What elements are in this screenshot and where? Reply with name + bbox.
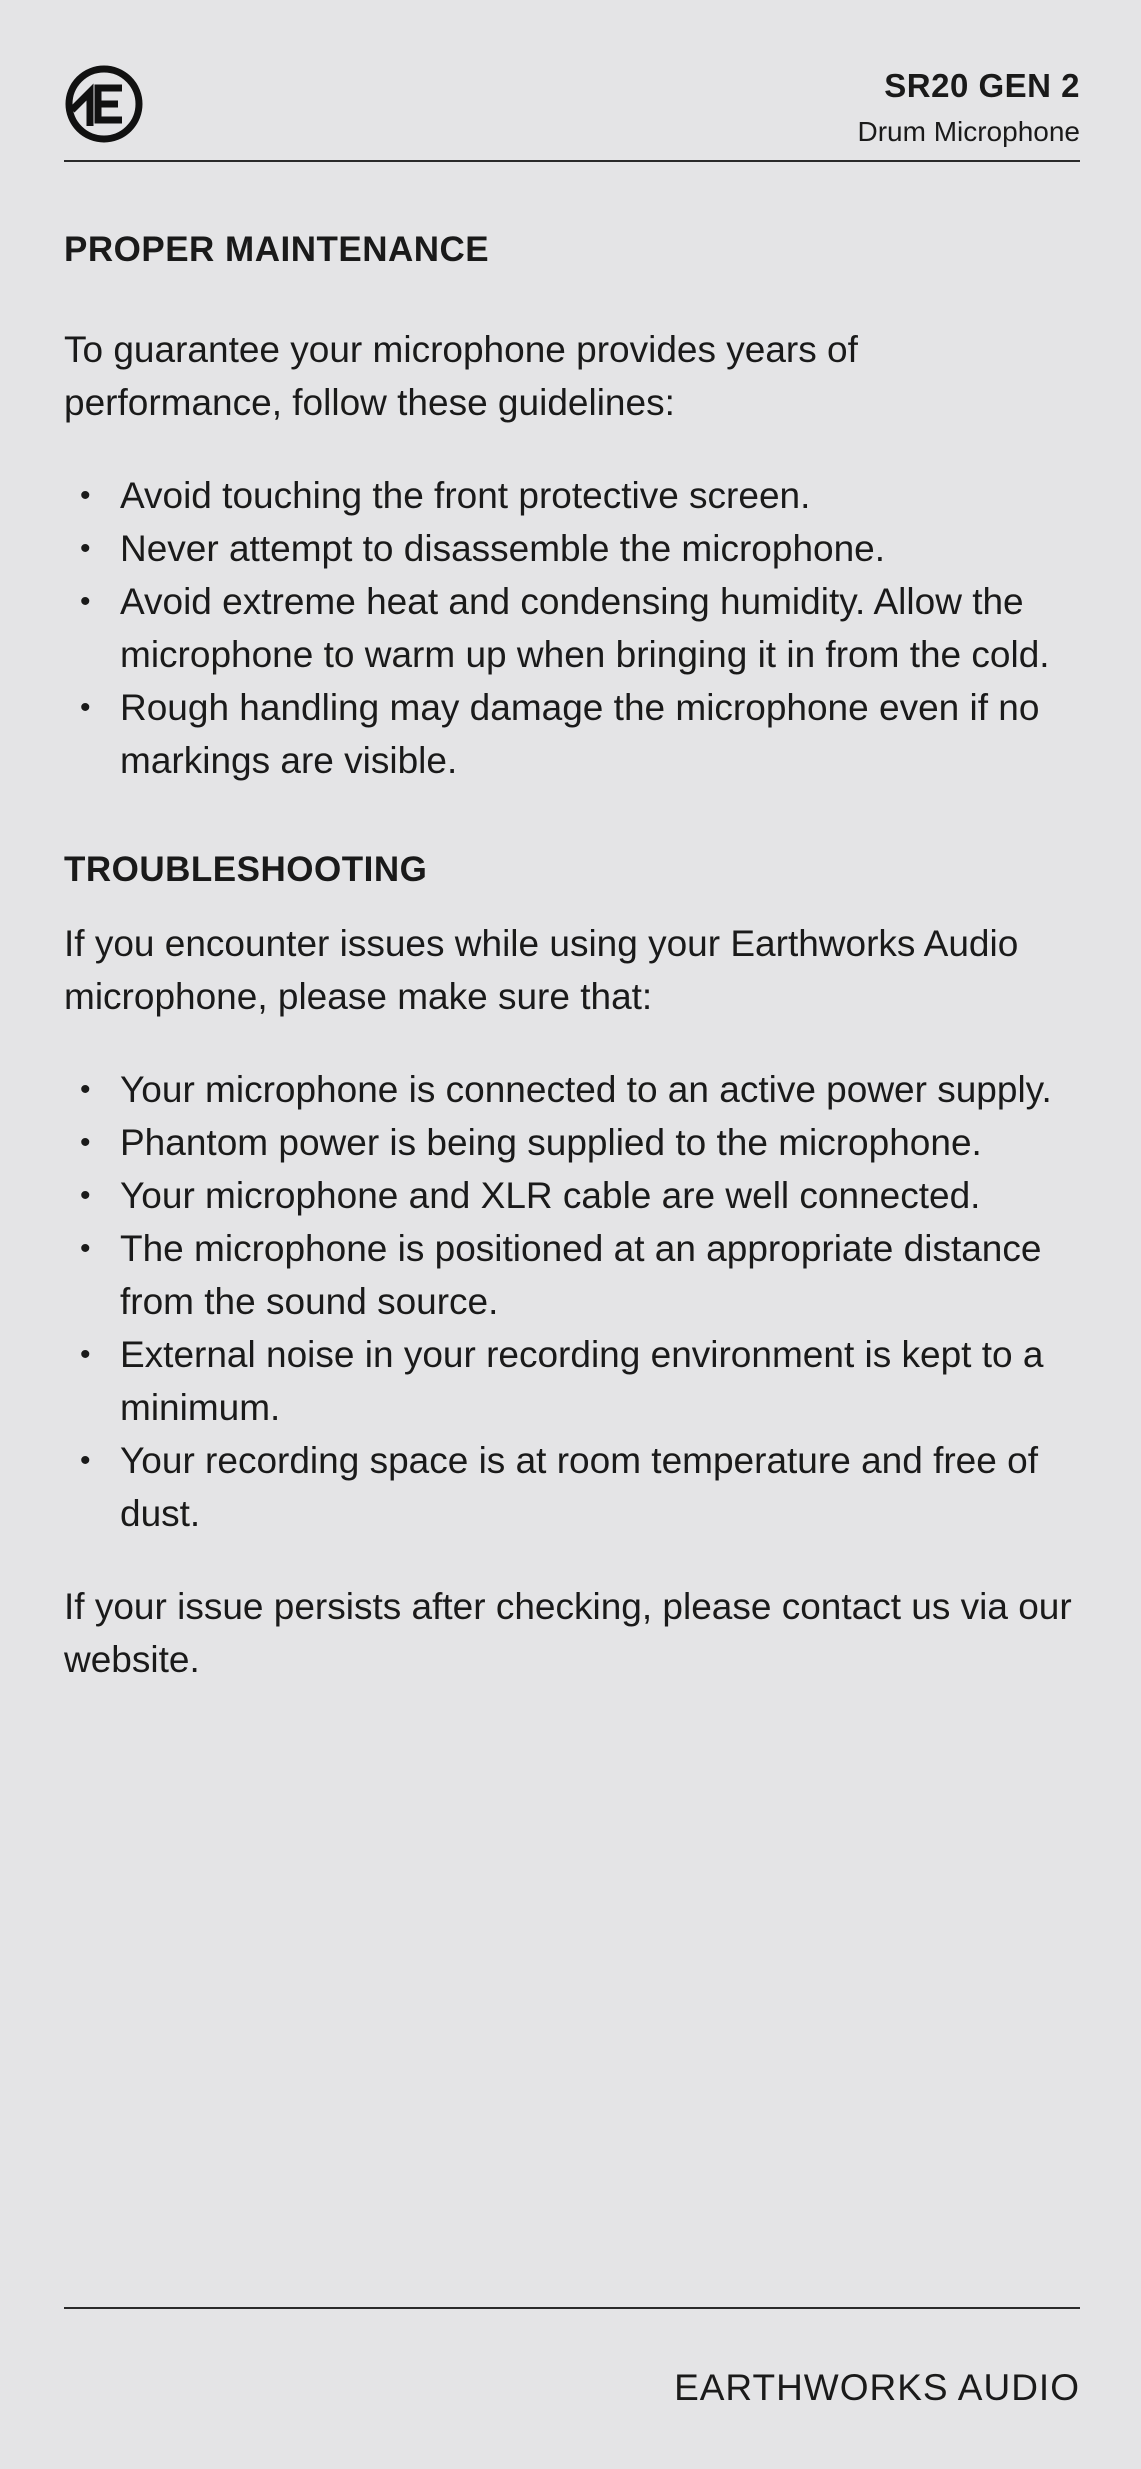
list-item: • External noise in your recording environment is kept to a minimum.	[64, 1328, 1080, 1434]
page-content	[64, 225, 1080, 1686]
maintenance-list	[64, 469, 1080, 787]
list-item: • Phantom power is being supplied to the microphone.	[64, 1116, 1080, 1169]
list-item: • Rough handling may damage the microphone even if no markings are visible.	[64, 681, 1080, 787]
footer-divider	[64, 2307, 1080, 2309]
product-type: Drum Microphone	[857, 116, 1080, 147]
list-item: • The microphone is positioned at an appropriate distance from the sound source.	[64, 1222, 1080, 1328]
troubleshooting-list	[64, 1063, 1080, 1540]
list-item: • Avoid extreme heat and condensing humidity. Allow the microphone to warm up when bringing it in from the cold.	[64, 575, 1080, 681]
earthworks-logo-icon	[64, 64, 144, 144]
troubleshooting-title: TROUBLESHOOTING	[64, 850, 428, 889]
list-item: • Your microphone is connected to an active power supply.	[64, 1063, 1080, 1116]
maintenance-intro: To guarantee your microphone provides years of performance, follow these guidelines:	[64, 329, 858, 423]
product-name: SR20 GEN 2	[884, 67, 1080, 104]
manual-page	[64, 0, 1080, 2469]
maintenance-title: PROPER MAINTENANCE	[64, 230, 490, 269]
header-divider	[64, 160, 1080, 162]
list-item: • Your microphone and XLR cable are well connected.	[64, 1169, 1080, 1222]
list-item: • Avoid touching the front protective screen.	[64, 469, 1080, 522]
page-header	[64, 60, 1080, 160]
product-info	[857, 66, 1080, 152]
list-item: • Your recording space is at room temperature and free of dust.	[64, 1434, 1080, 1540]
footer-brand: EARTHWORKS AUDIO	[674, 2367, 1080, 2408]
troubleshooting-intro: If you encounter issues while using your Earthworks Audio microphone, please make sure that:	[64, 923, 1019, 1017]
troubleshooting-closing: If your issue persists after checking, please contact us via our website.	[64, 1586, 1072, 1680]
list-item: • Never attempt to disassemble the microphone.	[64, 522, 1080, 575]
